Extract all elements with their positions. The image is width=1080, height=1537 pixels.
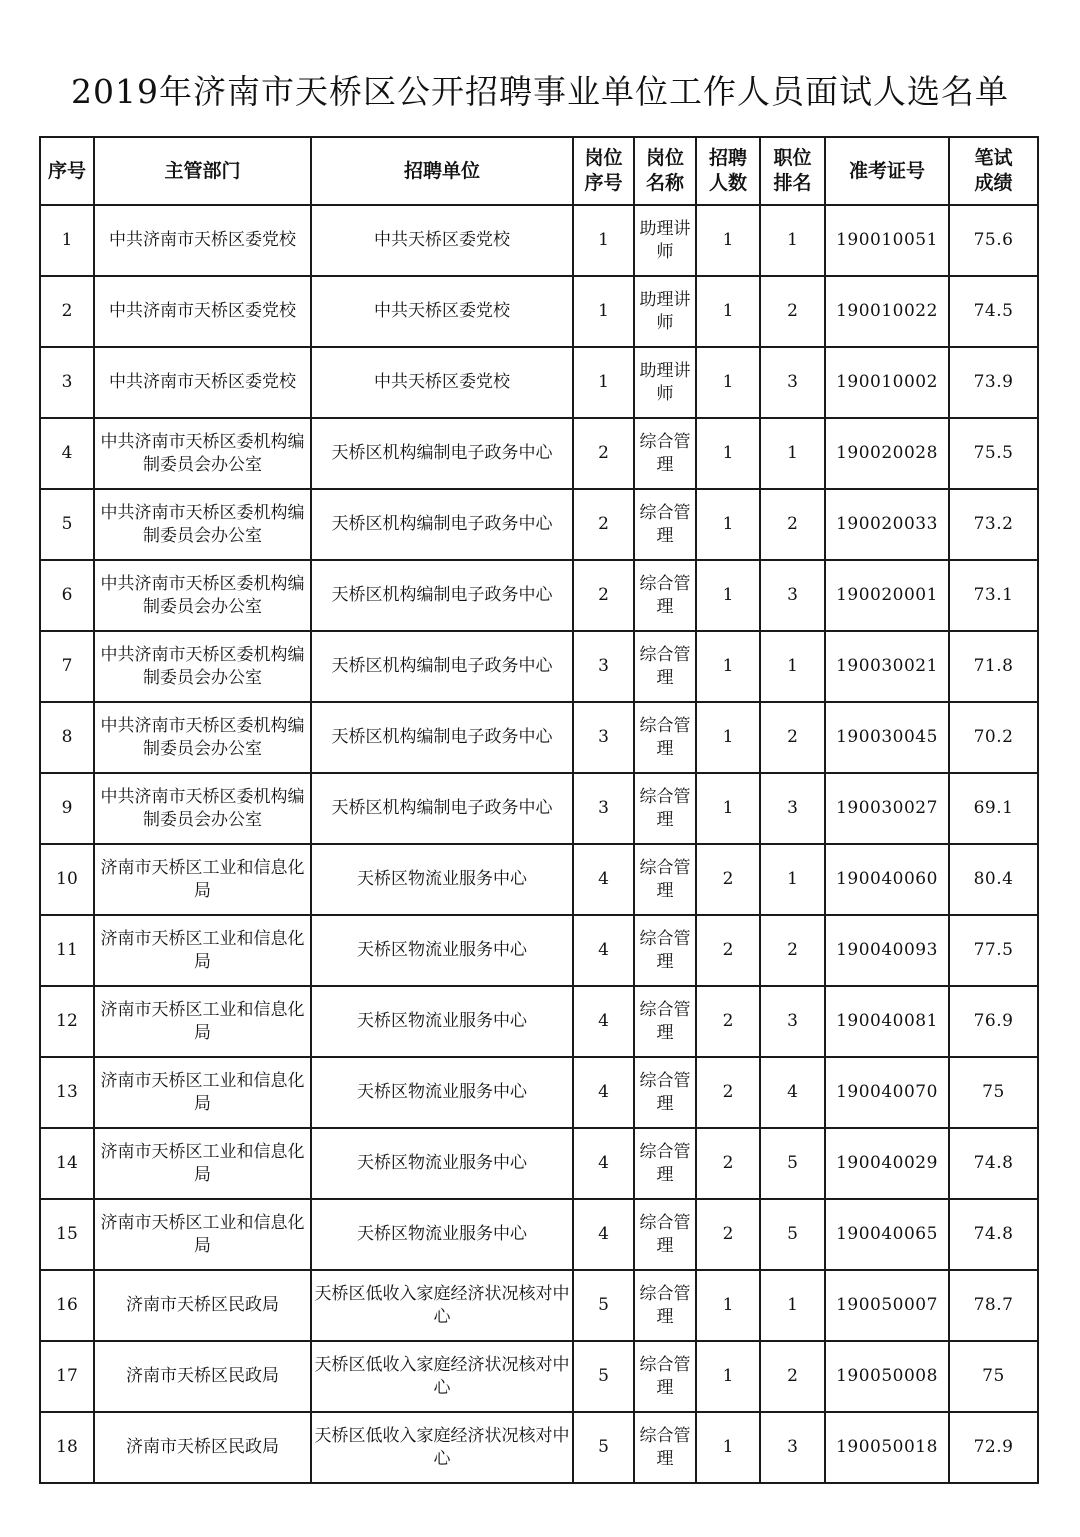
cell-post-name: 综合管理 bbox=[634, 418, 696, 489]
header-post-no-line1: 岗位 bbox=[584, 147, 623, 169]
cell-seq: 3 bbox=[40, 347, 94, 418]
cell-unit: 天桥区物流业服务中心 bbox=[311, 1057, 573, 1128]
cell-rank: 2 bbox=[760, 1341, 825, 1412]
cell-score: 74.8 bbox=[949, 1199, 1038, 1270]
cell-seq: 16 bbox=[40, 1270, 94, 1341]
cell-unit: 天桥区物流业服务中心 bbox=[311, 986, 573, 1057]
table-row bbox=[40, 347, 1038, 418]
cell-unit: 天桥区低收入家庭经济状况核对中心 bbox=[311, 1341, 573, 1412]
cell-seq: 5 bbox=[40, 489, 94, 560]
table-row bbox=[40, 986, 1038, 1057]
cell-unit: 中共天桥区委党校 bbox=[311, 276, 573, 347]
cell-score: 75.6 bbox=[949, 205, 1038, 276]
cell-rank: 5 bbox=[760, 1199, 825, 1270]
cell-dept: 中共济南市天桥区委机构编制委员会办公室 bbox=[94, 418, 311, 489]
cell-dept: 济南市天桥区工业和信息化局 bbox=[94, 844, 311, 915]
table-row bbox=[40, 631, 1038, 702]
cell-unit: 天桥区机构编制电子政务中心 bbox=[311, 773, 573, 844]
cell-seq: 15 bbox=[40, 1199, 94, 1270]
cell-unit: 天桥区机构编制电子政务中心 bbox=[311, 418, 573, 489]
cell-score: 72.9 bbox=[949, 1412, 1038, 1483]
cell-dept: 中共济南市天桥区委机构编制委员会办公室 bbox=[94, 773, 311, 844]
cell-hire-count: 2 bbox=[696, 986, 760, 1057]
cell-exam-no: 190040029 bbox=[825, 1128, 949, 1199]
cell-post-no: 3 bbox=[573, 631, 634, 702]
cell-hire-count: 2 bbox=[696, 1057, 760, 1128]
cell-exam-no: 190030027 bbox=[825, 773, 949, 844]
cell-post-no: 3 bbox=[573, 773, 634, 844]
cell-hire-count: 1 bbox=[696, 702, 760, 773]
cell-exam-no: 190010051 bbox=[825, 205, 949, 276]
cell-post-no: 1 bbox=[573, 276, 634, 347]
header-post-name-line1: 岗位 bbox=[645, 147, 684, 169]
cell-dept: 中共济南市天桥区委机构编制委员会办公室 bbox=[94, 702, 311, 773]
page-title: 2019年济南市天桥区公开招聘事业单位工作人员面试人选名单 bbox=[71, 72, 1009, 111]
cell-post-no: 1 bbox=[573, 205, 634, 276]
cell-exam-no: 190040065 bbox=[825, 1199, 949, 1270]
cell-score: 74.8 bbox=[949, 1128, 1038, 1199]
header-unit: 招聘单位 bbox=[311, 137, 573, 205]
cell-post-no: 2 bbox=[573, 489, 634, 560]
table-row bbox=[40, 489, 1038, 560]
header-dept: 主管部门 bbox=[94, 137, 311, 205]
cell-rank: 2 bbox=[760, 915, 825, 986]
cell-dept: 中共济南市天桥区委机构编制委员会办公室 bbox=[94, 489, 311, 560]
cell-rank: 1 bbox=[760, 631, 825, 702]
cell-seq: 8 bbox=[40, 702, 94, 773]
cell-exam-no: 190050007 bbox=[825, 1270, 949, 1341]
cell-exam-no: 190040081 bbox=[825, 986, 949, 1057]
cell-score: 74.5 bbox=[949, 276, 1038, 347]
table-row bbox=[40, 276, 1038, 347]
cell-hire-count: 1 bbox=[696, 489, 760, 560]
cell-post-name: 综合管理 bbox=[634, 986, 696, 1057]
table-row bbox=[40, 773, 1038, 844]
cell-seq: 2 bbox=[40, 276, 94, 347]
table-row bbox=[40, 1412, 1038, 1483]
cell-exam-no: 190050018 bbox=[825, 1412, 949, 1483]
cell-hire-count: 1 bbox=[696, 773, 760, 844]
cell-exam-no: 190010002 bbox=[825, 347, 949, 418]
cell-seq: 4 bbox=[40, 418, 94, 489]
cell-exam-no: 190040093 bbox=[825, 915, 949, 986]
cell-post-no: 4 bbox=[573, 1128, 634, 1199]
cell-exam-no: 190020033 bbox=[825, 489, 949, 560]
cell-seq: 6 bbox=[40, 560, 94, 631]
cell-score: 75 bbox=[949, 1057, 1038, 1128]
cell-score: 80.4 bbox=[949, 844, 1038, 915]
cell-exam-no: 190050008 bbox=[825, 1341, 949, 1412]
table-row bbox=[40, 702, 1038, 773]
cell-post-name: 助理讲师 bbox=[634, 276, 696, 347]
cell-post-no: 3 bbox=[573, 702, 634, 773]
cell-post-no: 5 bbox=[573, 1412, 634, 1483]
cell-hire-count: 2 bbox=[696, 915, 760, 986]
header-post-no-line2: 序号 bbox=[584, 172, 623, 194]
cell-post-no: 1 bbox=[573, 347, 634, 418]
cell-dept: 中共济南市天桥区委党校 bbox=[94, 276, 311, 347]
cell-unit: 天桥区机构编制电子政务中心 bbox=[311, 489, 573, 560]
cell-unit: 天桥区低收入家庭经济状况核对中心 bbox=[311, 1270, 573, 1341]
cell-post-name: 综合管理 bbox=[634, 1412, 696, 1483]
cell-score: 75.5 bbox=[949, 418, 1038, 489]
cell-hire-count: 1 bbox=[696, 418, 760, 489]
cell-dept: 济南市天桥区民政局 bbox=[94, 1270, 311, 1341]
cell-score: 69.1 bbox=[949, 773, 1038, 844]
header-score-line1: 笔试 bbox=[974, 147, 1013, 169]
cell-dept: 济南市天桥区工业和信息化局 bbox=[94, 986, 311, 1057]
cell-hire-count: 1 bbox=[696, 276, 760, 347]
cell-score: 77.5 bbox=[949, 915, 1038, 986]
cell-seq: 11 bbox=[40, 915, 94, 986]
cell-unit: 中共天桥区委党校 bbox=[311, 347, 573, 418]
cell-hire-count: 2 bbox=[696, 1199, 760, 1270]
cell-rank: 3 bbox=[760, 773, 825, 844]
cell-exam-no: 190010022 bbox=[825, 276, 949, 347]
cell-hire-count: 2 bbox=[696, 1128, 760, 1199]
header-post-name-line2: 名称 bbox=[645, 172, 684, 194]
cell-score: 71.8 bbox=[949, 631, 1038, 702]
cell-post-name: 综合管理 bbox=[634, 489, 696, 560]
table-row bbox=[40, 560, 1038, 631]
cell-rank: 1 bbox=[760, 844, 825, 915]
cell-post-no: 4 bbox=[573, 844, 634, 915]
cell-rank: 3 bbox=[760, 347, 825, 418]
cell-post-no: 5 bbox=[573, 1341, 634, 1412]
table-row bbox=[40, 1057, 1038, 1128]
cell-score: 73.1 bbox=[949, 560, 1038, 631]
cell-dept: 中共济南市天桥区委机构编制委员会办公室 bbox=[94, 560, 311, 631]
cell-hire-count: 1 bbox=[696, 1341, 760, 1412]
cell-rank: 2 bbox=[760, 489, 825, 560]
cell-rank: 2 bbox=[760, 276, 825, 347]
cell-seq: 13 bbox=[40, 1057, 94, 1128]
cell-rank: 5 bbox=[760, 1128, 825, 1199]
header-score bbox=[949, 137, 1038, 205]
candidate-table bbox=[39, 136, 1039, 1484]
cell-seq: 7 bbox=[40, 631, 94, 702]
header-post-no bbox=[573, 137, 634, 205]
cell-rank: 3 bbox=[760, 560, 825, 631]
table-row bbox=[40, 844, 1038, 915]
cell-exam-no: 190020028 bbox=[825, 418, 949, 489]
cell-seq: 1 bbox=[40, 205, 94, 276]
table-row bbox=[40, 1270, 1038, 1341]
cell-seq: 18 bbox=[40, 1412, 94, 1483]
table-row bbox=[40, 1199, 1038, 1270]
cell-rank: 1 bbox=[760, 418, 825, 489]
cell-rank: 4 bbox=[760, 1057, 825, 1128]
cell-dept: 济南市天桥区工业和信息化局 bbox=[94, 1199, 311, 1270]
header-rank bbox=[760, 137, 825, 205]
cell-post-name: 综合管理 bbox=[634, 1270, 696, 1341]
cell-rank: 3 bbox=[760, 986, 825, 1057]
table-row bbox=[40, 1341, 1038, 1412]
header-rank-line1: 职位 bbox=[773, 147, 812, 169]
cell-unit: 天桥区低收入家庭经济状况核对中心 bbox=[311, 1412, 573, 1483]
cell-unit: 天桥区机构编制电子政务中心 bbox=[311, 560, 573, 631]
table-row bbox=[40, 915, 1038, 986]
cell-post-name: 综合管理 bbox=[634, 631, 696, 702]
header-rank-line2: 排名 bbox=[773, 172, 812, 194]
header-hire-line2: 人数 bbox=[708, 172, 747, 194]
cell-seq: 9 bbox=[40, 773, 94, 844]
cell-hire-count: 1 bbox=[696, 205, 760, 276]
cell-unit: 天桥区物流业服务中心 bbox=[311, 915, 573, 986]
cell-dept: 济南市天桥区民政局 bbox=[94, 1412, 311, 1483]
table-row bbox=[40, 1128, 1038, 1199]
cell-post-no: 4 bbox=[573, 915, 634, 986]
cell-seq: 17 bbox=[40, 1341, 94, 1412]
cell-score: 76.9 bbox=[949, 986, 1038, 1057]
cell-unit: 天桥区机构编制电子政务中心 bbox=[311, 702, 573, 773]
header-exam-no: 准考证号 bbox=[825, 137, 949, 205]
table-header-row bbox=[40, 137, 1038, 205]
cell-post-name: 综合管理 bbox=[634, 773, 696, 844]
cell-exam-no: 190040070 bbox=[825, 1057, 949, 1128]
table-row bbox=[40, 418, 1038, 489]
cell-unit: 天桥区物流业服务中心 bbox=[311, 1128, 573, 1199]
cell-dept: 中共济南市天桥区委党校 bbox=[94, 347, 311, 418]
header-score-line2: 成绩 bbox=[974, 172, 1013, 194]
cell-seq: 12 bbox=[40, 986, 94, 1057]
cell-rank: 1 bbox=[760, 1270, 825, 1341]
cell-post-name: 综合管理 bbox=[634, 915, 696, 986]
cell-post-no: 4 bbox=[573, 1199, 634, 1270]
cell-post-name: 综合管理 bbox=[634, 844, 696, 915]
cell-score: 73.9 bbox=[949, 347, 1038, 418]
cell-post-no: 2 bbox=[573, 418, 634, 489]
cell-post-name: 助理讲师 bbox=[634, 347, 696, 418]
cell-post-name: 综合管理 bbox=[634, 1199, 696, 1270]
cell-post-no: 4 bbox=[573, 1057, 634, 1128]
cell-post-name: 综合管理 bbox=[634, 1128, 696, 1199]
table-row bbox=[40, 205, 1038, 276]
header-post-name bbox=[634, 137, 696, 205]
cell-dept: 济南市天桥区工业和信息化局 bbox=[94, 1128, 311, 1199]
cell-dept: 济南市天桥区工业和信息化局 bbox=[94, 915, 311, 986]
cell-unit: 天桥区机构编制电子政务中心 bbox=[311, 631, 573, 702]
cell-post-name: 综合管理 bbox=[634, 1057, 696, 1128]
cell-score: 78.7 bbox=[949, 1270, 1038, 1341]
cell-dept: 中共济南市天桥区委党校 bbox=[94, 205, 311, 276]
cell-rank: 1 bbox=[760, 205, 825, 276]
cell-post-name: 综合管理 bbox=[634, 702, 696, 773]
header-seq: 序号 bbox=[40, 137, 94, 205]
cell-score: 73.2 bbox=[949, 489, 1038, 560]
cell-post-name: 综合管理 bbox=[634, 560, 696, 631]
table-body bbox=[40, 205, 1038, 1483]
cell-exam-no: 190020001 bbox=[825, 560, 949, 631]
cell-rank: 3 bbox=[760, 1412, 825, 1483]
cell-exam-no: 190030021 bbox=[825, 631, 949, 702]
cell-post-no: 5 bbox=[573, 1270, 634, 1341]
cell-post-name: 助理讲师 bbox=[634, 205, 696, 276]
cell-dept: 济南市天桥区民政局 bbox=[94, 1341, 311, 1412]
cell-post-no: 4 bbox=[573, 986, 634, 1057]
cell-unit: 天桥区物流业服务中心 bbox=[311, 1199, 573, 1270]
cell-unit: 天桥区物流业服务中心 bbox=[311, 844, 573, 915]
cell-unit: 中共天桥区委党校 bbox=[311, 205, 573, 276]
cell-post-no: 2 bbox=[573, 560, 634, 631]
cell-dept: 济南市天桥区工业和信息化局 bbox=[94, 1057, 311, 1128]
cell-hire-count: 1 bbox=[696, 560, 760, 631]
cell-rank: 2 bbox=[760, 702, 825, 773]
cell-seq: 14 bbox=[40, 1128, 94, 1199]
cell-score: 75 bbox=[949, 1341, 1038, 1412]
header-hire-count bbox=[696, 137, 760, 205]
cell-hire-count: 1 bbox=[696, 1270, 760, 1341]
cell-hire-count: 1 bbox=[696, 631, 760, 702]
cell-dept: 中共济南市天桥区委机构编制委员会办公室 bbox=[94, 631, 311, 702]
cell-hire-count: 2 bbox=[696, 844, 760, 915]
header-hire-line1: 招聘 bbox=[708, 147, 747, 169]
cell-score: 70.2 bbox=[949, 702, 1038, 773]
cell-hire-count: 1 bbox=[696, 1412, 760, 1483]
cell-exam-no: 190040060 bbox=[825, 844, 949, 915]
cell-seq: 10 bbox=[40, 844, 94, 915]
cell-hire-count: 1 bbox=[696, 347, 760, 418]
cell-exam-no: 190030045 bbox=[825, 702, 949, 773]
cell-post-name: 综合管理 bbox=[634, 1341, 696, 1412]
